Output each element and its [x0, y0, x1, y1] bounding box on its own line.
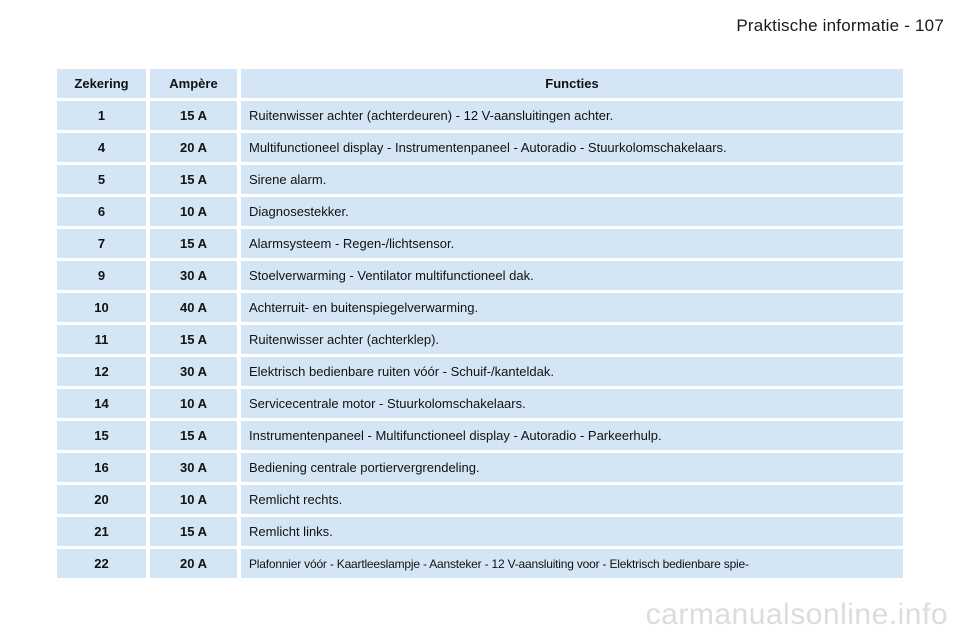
table-header-row: [57, 69, 903, 98]
fuse-number-cell: 20: [57, 485, 146, 514]
column-header-functions: Functies: [241, 69, 903, 98]
fuse-number-cell: 10: [57, 293, 146, 322]
function-cell: Remlicht rechts.: [241, 485, 903, 514]
amperage-cell: 15 A: [150, 101, 237, 130]
function-cell: Remlicht links.: [241, 517, 903, 546]
table-row: [57, 293, 903, 322]
table-row: [57, 261, 903, 290]
function-cell: Ruitenwisser achter (achterklep).: [241, 325, 903, 354]
column-header-fuse: Zekering: [57, 69, 146, 98]
amperage-cell: 40 A: [150, 293, 237, 322]
function-cell: Sirene alarm.: [241, 165, 903, 194]
amperage-cell: 30 A: [150, 453, 237, 482]
table-row: [57, 421, 903, 450]
fuse-number-cell: 15: [57, 421, 146, 450]
function-cell: Alarmsysteem - Regen-/lichtsensor.: [241, 229, 903, 258]
function-cell: Bediening centrale portiervergrendeling.: [241, 453, 903, 482]
function-cell: Plafonnier vóór - Kaartleeslampje - Aansteker - 12 V-aansluiting voor - Elektrisch bedienbare spie-: [241, 549, 903, 578]
amperage-cell: 20 A: [150, 549, 237, 578]
amperage-cell: 15 A: [150, 165, 237, 194]
table-row: [57, 165, 903, 194]
fuse-number-cell: 4: [57, 133, 146, 162]
table-row: [57, 357, 903, 386]
amperage-cell: 10 A: [150, 389, 237, 418]
table-row: [57, 229, 903, 258]
amperage-cell: 10 A: [150, 197, 237, 226]
table-row: [57, 101, 903, 130]
watermark-text: carmanualsonline.info: [645, 598, 948, 631]
function-cell: Multifunctioneel display - Instrumentenpaneel - Autoradio - Stuurkolomschakelaars.: [241, 133, 903, 162]
fuse-number-cell: 21: [57, 517, 146, 546]
amperage-cell: 15 A: [150, 421, 237, 450]
fuse-number-cell: 16: [57, 453, 146, 482]
amperage-cell: 15 A: [150, 517, 237, 546]
fuse-number-cell: 9: [57, 261, 146, 290]
amperage-cell: 30 A: [150, 357, 237, 386]
function-cell: Ruitenwisser achter (achterdeuren) - 12 V-aansluitingen achter.: [241, 101, 903, 130]
column-header-amperage: Ampère: [150, 69, 237, 98]
fuse-number-cell: 7: [57, 229, 146, 258]
function-cell: Stoelverwarming - Ventilator multifunctioneel dak.: [241, 261, 903, 290]
fuse-number-cell: 12: [57, 357, 146, 386]
amperage-cell: 20 A: [150, 133, 237, 162]
fuse-number-cell: 14: [57, 389, 146, 418]
fuse-table: [57, 69, 903, 581]
function-cell: Elektrisch bedienbare ruiten vóór - Schuif-/kanteldak.: [241, 357, 903, 386]
fuse-number-cell: 22: [57, 549, 146, 578]
fuse-number-cell: 11: [57, 325, 146, 354]
fuse-number-cell: 6: [57, 197, 146, 226]
table-row: [57, 325, 903, 354]
function-cell: Diagnosestekker.: [241, 197, 903, 226]
function-cell: Achterruit- en buitenspiegelverwarming.: [241, 293, 903, 322]
table-row: [57, 485, 903, 514]
amperage-cell: 15 A: [150, 325, 237, 354]
page-title: Praktische informatie - 107: [736, 16, 944, 35]
function-cell: Instrumentenpaneel - Multifunctioneel display - Autoradio - Parkeerhulp.: [241, 421, 903, 450]
table-row: [57, 453, 903, 482]
fuse-number-cell: 5: [57, 165, 146, 194]
table-row: [57, 549, 903, 578]
table-row: [57, 133, 903, 162]
amperage-cell: 10 A: [150, 485, 237, 514]
table-row: [57, 197, 903, 226]
table-row: [57, 517, 903, 546]
amperage-cell: 30 A: [150, 261, 237, 290]
fuse-number-cell: 1: [57, 101, 146, 130]
table-row: [57, 389, 903, 418]
amperage-cell: 15 A: [150, 229, 237, 258]
function-cell: Servicecentrale motor - Stuurkolomschakelaars.: [241, 389, 903, 418]
